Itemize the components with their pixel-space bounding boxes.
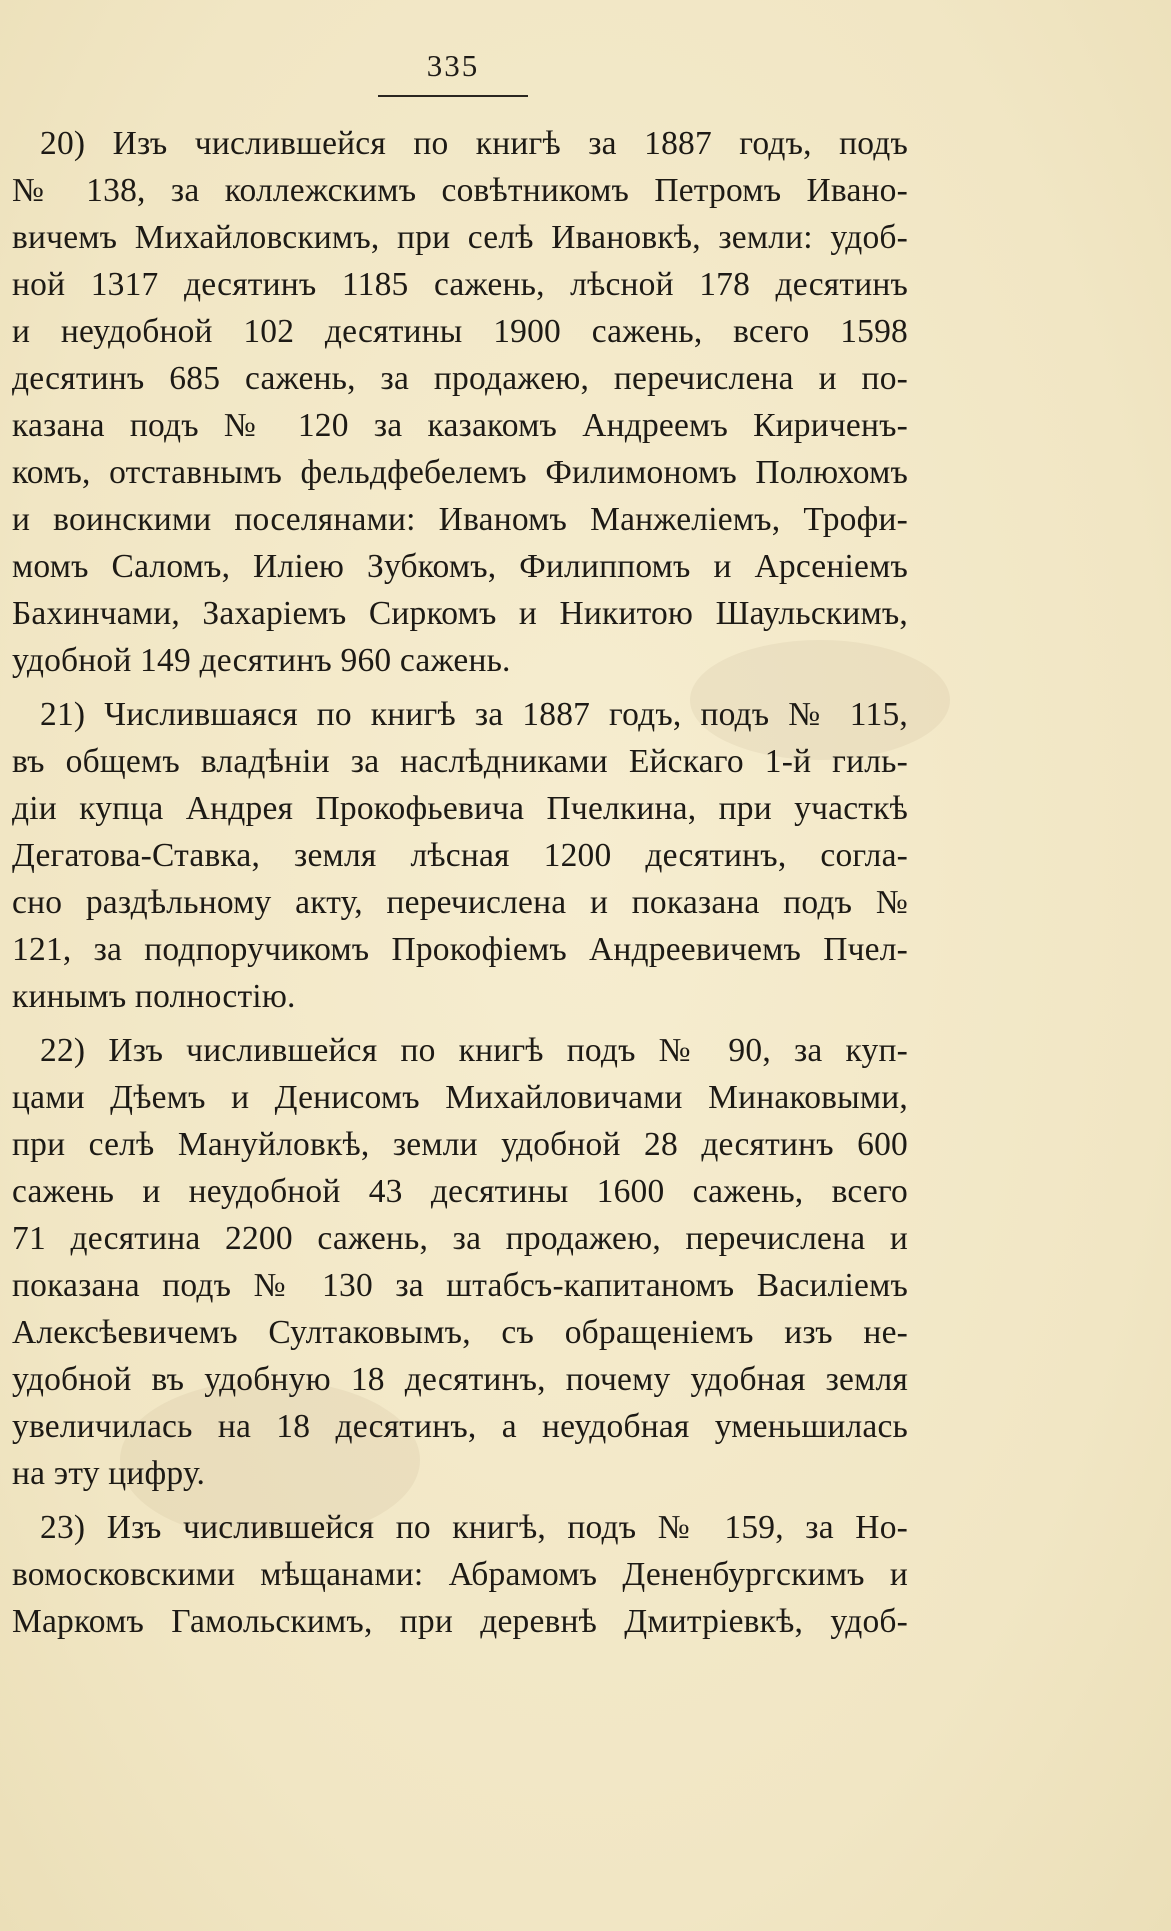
text-line: Алексѣевичемъ Султаковымъ, съ обращеніемъ изъ не- — [12, 1314, 908, 1351]
paragraph-23 — [12, 1504, 908, 1645]
text-line: и воинскими поселянами: Иваномъ Манжеліемъ, Трофи- — [12, 501, 908, 538]
text-line: вичемъ Михайловскимъ, при селѣ Ивановкѣ, земли: удоб- — [12, 219, 908, 256]
text-line: вомосковскими мѣщанами: Абрамомъ Дененбургскимъ и — [12, 1556, 908, 1593]
text-line: увеличилась на 18 десятинъ, а неудобная уменьшилась — [12, 1408, 908, 1445]
text-line: кинымъ полностію. — [12, 978, 296, 1015]
page-text — [12, 120, 908, 1645]
text-line: удобной въ удобную 18 десятинъ, почему удобная земля — [12, 1361, 908, 1398]
text-line: казана подъ № 120 за казакомъ Андреемъ Кириченъ- — [12, 407, 908, 444]
text-line: и неудобной 102 десятины 1900 сажень, всего 1598 — [12, 313, 908, 350]
text-line: при селѣ Мануйловкѣ, земли удобной 28 десятинъ 600 — [12, 1126, 908, 1163]
text-line: 21) Числившаяся по книгѣ за 1887 годъ, подъ № 115, — [40, 696, 908, 733]
text-line: Маркомъ Гамольскимъ, при деревнѣ Дмитріевкѣ, удоб- — [12, 1603, 908, 1640]
paragraph-20 — [12, 120, 908, 684]
paragraph-21 — [12, 691, 908, 1020]
text-line: сажень и неудобной 43 десятины 1600 сажень, всего — [12, 1173, 908, 1210]
text-line: Дегатова-Ставка, земля лѣсная 1200 десятинъ, согла- — [12, 837, 908, 874]
text-line: комъ, отставнымъ фельдфебелемъ Филимономъ Полюхомъ — [12, 454, 908, 491]
page-number: 335 — [426, 48, 480, 83]
text-line: на эту цифру. — [12, 1455, 206, 1492]
text-line: Бахинчами, Захаріемъ Сиркомъ и Никитою Шаульскимъ, — [12, 595, 908, 632]
text-line: цами Дѣемъ и Денисомъ Михайловичами Минаковыми, — [12, 1079, 908, 1116]
text-line: ной 1317 десятинъ 1185 сажень, лѣсной 178 десятинъ — [12, 266, 908, 303]
text-line: показана подъ № 130 за штабсъ-капитаномъ Василіемъ — [12, 1267, 908, 1304]
text-line: момъ Саломъ, Иліею Зубкомъ, Филиппомъ и Арсеніемъ — [12, 548, 908, 585]
text-line: 22) Изъ числившейся по книгѣ подъ № 90, за куп- — [40, 1032, 908, 1069]
text-line: удобной 149 десятинъ 960 сажень. — [12, 642, 511, 679]
text-line: № 138, за коллежскимъ совѣтникомъ Петромъ Ивано- — [12, 172, 908, 209]
text-line: 23) Изъ числившейся по книгѣ, подъ № 159, за Но- — [40, 1509, 908, 1546]
paragraph-22 — [12, 1027, 908, 1497]
text-line: десятинъ 685 сажень, за продажею, перечислена и по- — [12, 360, 908, 397]
text-line: 121, за подпоручикомъ Прокофіемъ Андреевичемъ Пчел- — [12, 931, 908, 968]
text-line: сно раздѣльному акту, перечислена и показана подъ № — [12, 884, 908, 921]
text-line: діи купца Андрея Прокофьевича Пчелкина, при участкѣ — [12, 790, 908, 827]
text-line: 20) Изъ числившейся по книгѣ за 1887 годъ, подъ — [40, 125, 908, 162]
text-line: 71 десятина 2200 сажень, за продажею, перечислена и — [12, 1220, 908, 1257]
page-number-rule — [378, 95, 528, 97]
text-line: въ общемъ владѣніи за наслѣдниками Ейскаго 1-й гиль- — [12, 743, 908, 780]
